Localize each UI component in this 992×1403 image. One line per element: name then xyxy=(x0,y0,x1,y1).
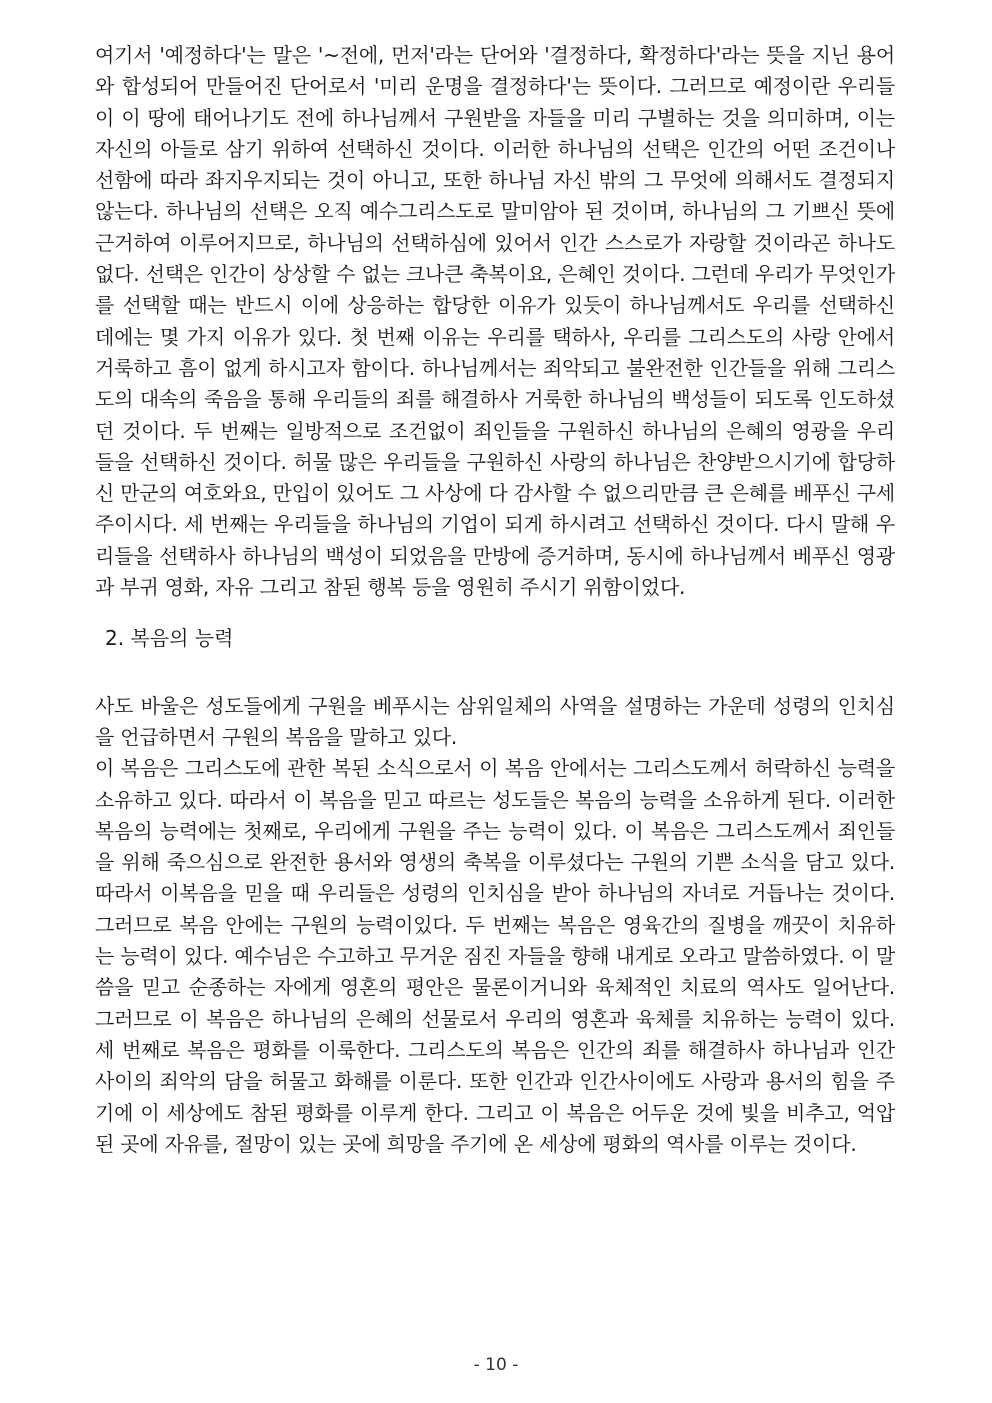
body-paragraph-paul: 사도 바울은 성도들에게 구원을 베푸시는 삼위일체의 사역을 설명하는 가운데 성령의 인치심을 언급하면서 구원의 복음을 말하고 있다. xyxy=(95,693,895,749)
body-paragraph-gospel-power: 이 복음은 그리스도에 관한 복된 소식으로서 이 복음 안에서는 그리스도께서 허락하신 능력을 소유하고 있다. 따라서 이 복음을 믿고 따르는 성도들은 복음의 능력을 소유하게 된다. 이러한 복음의 능력에는 첫째로, 우리에게 구원을 주는 능력이 있다. 이 복음은 그리스도께서 죄인들을 위해 죽으심으로 완전한 용서와 영생의 축복을 이루셨다는 구원의 기쁜 소식을 담고 있다. 따라서 이복음을 믿을 때 우리들은 성령의 인치심을 받아 하나님의 자녀로 거듭나는 것이다. 그러므로 복음 안에는 구원의 능력이있다. 두 번째는 복음은 영육간의 질병을 깨끗이 치유하는 능력이 있다. 예수님은 수고하고 무거운 짐진 자들을 향해 내게로 오라고 말씀하였다. 이 말씀을 믿고 순종하는 자에게 영혼의 평안은 물론이거니와 육체적인 치료의 역사도 일어난다. 그러므로 이 복음은 하나님의 은혜의 선물로서 우리의 영혼과 육체를 치유하는 능력이 있다. 세 번째로 복음은 평화를 이룩한다. 그리스도의 복음은 인간의 죄를 해결하사 하나님과 인간사이의 죄악의 담을 허물고 화해를 이룬다. 또한 인간과 인간사이에도 사랑과 용서의 힘을 주기에 이 세상에도 참된 평화를 이루게 한다. 그리고 이 복음은 어두운 것에 빛을 비추고, 억압된 곳에 자유를, 절망이 있는 곳에 희망을 주기에 온 세상에 평화의 역사를 이루는 것이다. xyxy=(95,756,895,1156)
page-body xyxy=(95,40,895,1160)
body-paragraph-predestination: 여기서 '예정하다'는 말은 '~전에, 먼저'라는 단어와 '결정하다, 확정하다'라는 뜻을 지닌 용어와 합성되어 만들어진 단어로서 '미리 운명을 결정하다'는 뜻이다. 그러므로 예정이란 우리들이 이 땅에 태어나기도 전에 하나님께서 구원받을 자들을 미리 구별하는 것을 의미하며, 이는 자신의 아들로 삼기 위하여 선택하신 것이다. 이러한 하나님의 선택은 인간의 어떤 조건이나 선함에 따라 좌지우지되는 것이 아니고, 또한 하나님 자신 밖의 그 무엇에 의해서도 결정되지 않는다. 하나님의 선택은 오직 예수그리스도로 말미암아 된 것이며, 하나님의 그 기쁘신 뜻에 근거하여 이루어지므로, 하나님의 선택하심에 있어서 인간 스스로가 자랑할 것이라곤 하나도 없다. 선택은 인간이 상상할 수 없는 크나큰 축복이요, 은혜인 것이다. 그런데 우리가 무엇인가를 선택할 때는 반드시 이에 상응하는 합당한 이유가 있듯이 하나님께서도 우리를 선택하신 데에는 몇 가지 이유가 있다. 첫 번째 이유는 우리를 택하사, 우리를 그리스도의 사랑 안에서 거룩하고 흠이 없게 하시고자 함이다. 하나님께서는 죄악되고 불완전한 인간들을 위해 그리스도의 대속의 죽음을 통해 우리들의 죄를 해결하사 거룩한 하나님의 백성들이 되도록 인도하셨던 것이다. 두 번째는 일방적으로 조건없이 죄인들을 구원하신 하나님의 은혜의 영광을 우리들을 선택하신 것이다. 허물 많은 우리들을 구원하신 사랑의 하나님은 찬양받으시기에 합당하신 만군의 여호와요, 만입이 있어도 그 사상에 다 감사할 수 없으리만큼 큰 은혜를 베푸신 구세주이시다. 세 번째는 우리들을 하나님의 기업이 되게 하시려고 선택하신 것이다. 다시 말해 우리들을 선택하사 하나님의 백성이 되었음을 만방에 증거하며, 동시에 하나님께서 베푸신 영광과 부귀 영화, 자유 그리고 참된 행복 등을 영원히 주시기 위함이었다. xyxy=(95,43,895,600)
section-spacer xyxy=(95,655,895,691)
section-heading: 2. 복음의 능력 xyxy=(105,626,234,651)
page-number: - 10 - xyxy=(473,1355,519,1375)
